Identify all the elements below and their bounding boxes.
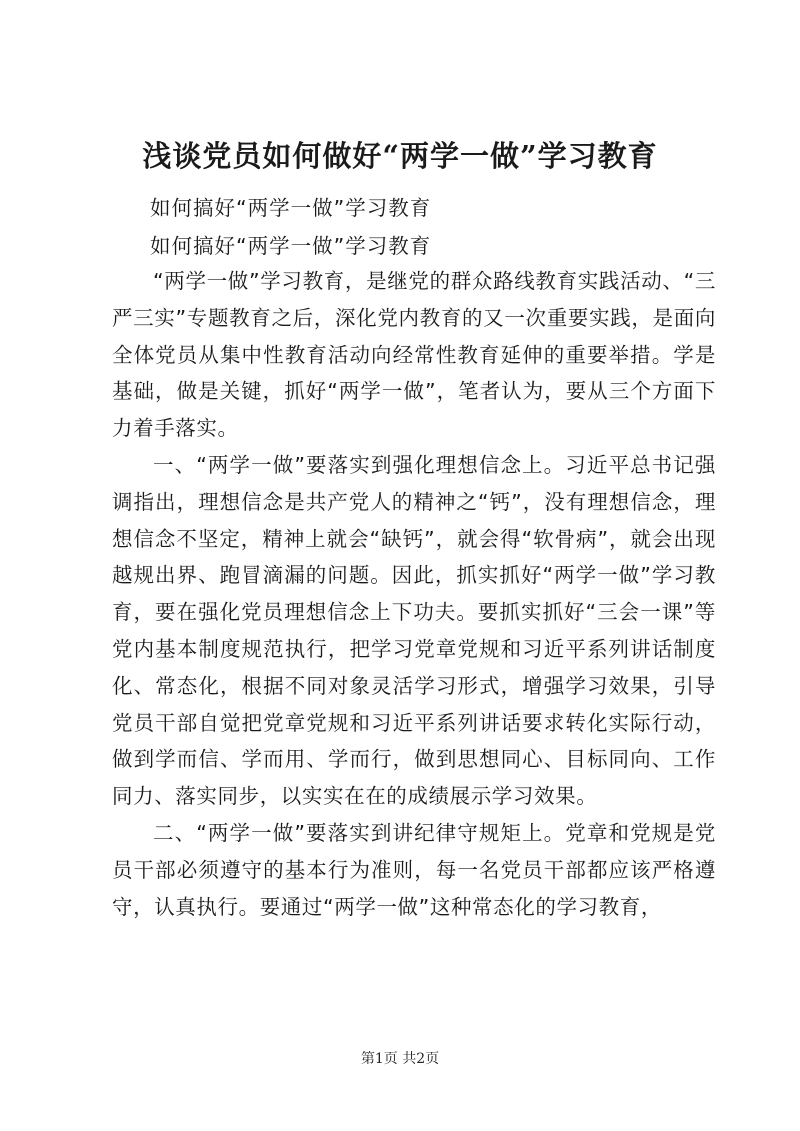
document-subtitle: 如何搞好“两学一做”学习教育 xyxy=(150,196,432,220)
document-body xyxy=(112,263,716,925)
document-subtitle-repeat: 如何搞好“两学一做”学习教育 xyxy=(150,234,432,258)
body-paragraph-point-two: 二、“两学一做”要落实到讲纪律守规矩上。党章和党规是党员干部必须遵守的基本行为准则，每一名党员干部都应该严格遵守，认真执行。要通过“两学一做”这种常态化的学习教育， xyxy=(112,820,716,919)
body-paragraph-intro: “两学一做”学习教育，是继党的群众路线教育实践活动、“三严三实”专题教育之后，深化党内教育的又一次重要实践，是面向全体党员从集中性教育活动向经常性教育延伸的重要举措。学是基础，做是关键，抓好“两学一做”，笔者认为，要从三个方面下力着手落实。 xyxy=(112,269,716,441)
body-paragraph-point-one: 一、“两学一做”要落实到强化理想信念上。习近平总书记强调指出，理想信念是共产党人的精神之“钙”，没有理想信念，理想信念不坚定，精神上就会“缺钙”，就会得“软骨病”，就会出现越规出界、跑冒滴漏的问题。因此，抓实抓好“两学一做”学习教育，要在强化党员理想信念上下功夫。要抓实抓好“三会一课”等党内基本制度规范执行，把学习党章党规和习近平系列讲话制度化、常态化，根据不同对象灵活学习形式，增强学习效果，引导党员干部自觉把党章党规和习近平系列讲话要求转化实际行动，做到学而信、学而用、学而行，做到思想同心、目标同向、工作同力、落实同步，以实实在在的成绩展示学习效果。 xyxy=(112,452,716,809)
page-number-footer: 第1页 共2页 xyxy=(360,1051,440,1067)
document-title: 浅谈党员如何做好“两学一做”学习教育 xyxy=(142,139,658,173)
